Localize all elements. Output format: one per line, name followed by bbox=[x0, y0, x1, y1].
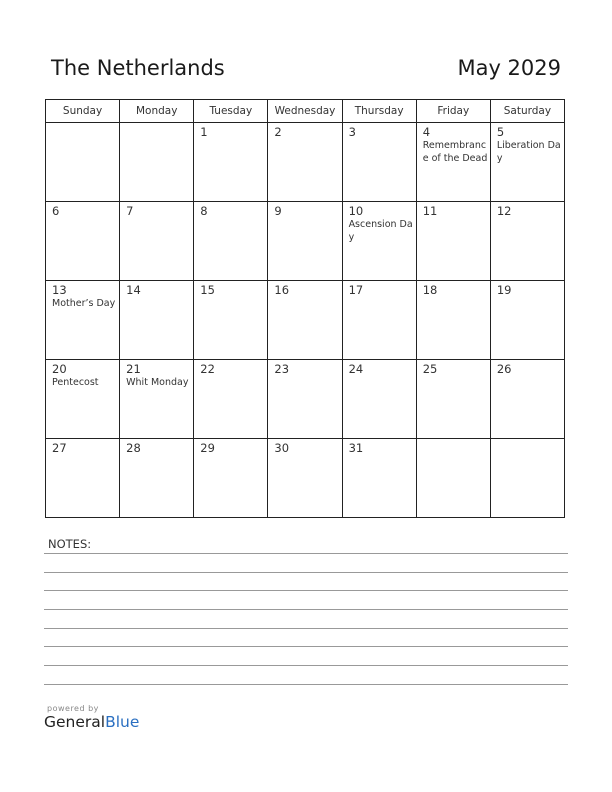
day-number: 31 bbox=[348, 441, 364, 455]
day-number: 25 bbox=[422, 362, 438, 376]
week-row bbox=[46, 202, 565, 281]
day-number: 8 bbox=[200, 204, 208, 218]
day-cell bbox=[46, 360, 120, 439]
day-number: 11 bbox=[422, 204, 438, 218]
brand-general-text: General bbox=[44, 713, 106, 731]
day-cell bbox=[268, 123, 342, 202]
holiday-label: Liberation Day bbox=[496, 140, 561, 164]
day-cell bbox=[120, 360, 194, 439]
day-number: 27 bbox=[52, 441, 67, 455]
day-number: 9 bbox=[274, 204, 282, 218]
day-number: 15 bbox=[200, 283, 215, 297]
day-cell bbox=[342, 439, 416, 518]
day-cell bbox=[342, 123, 416, 202]
day-cell bbox=[46, 439, 120, 518]
month-title: May 2029 bbox=[457, 56, 561, 80]
day-number: 21 bbox=[126, 362, 141, 376]
weekday-header: Tuesday bbox=[194, 100, 268, 123]
day-cell bbox=[342, 360, 416, 439]
note-line bbox=[44, 665, 568, 666]
day-number: 1 bbox=[200, 125, 208, 139]
note-line bbox=[44, 646, 568, 647]
holiday-label: Ascension Day bbox=[348, 219, 413, 243]
weekday-header: Friday bbox=[416, 100, 490, 123]
weekday-header: Saturday bbox=[490, 100, 564, 123]
day-number: 23 bbox=[274, 362, 290, 376]
day-cell bbox=[490, 439, 564, 518]
day-number: 16 bbox=[274, 283, 290, 297]
day-number: 17 bbox=[348, 283, 364, 297]
week-row bbox=[46, 439, 565, 518]
calendar-grid bbox=[45, 99, 565, 518]
day-cell bbox=[46, 202, 120, 281]
note-line bbox=[44, 609, 568, 610]
day-cell bbox=[46, 281, 120, 360]
day-number: 7 bbox=[126, 204, 134, 218]
holiday-label: Remembrance of the Dead bbox=[422, 140, 488, 164]
day-number: 24 bbox=[348, 362, 364, 376]
note-line bbox=[44, 684, 568, 685]
day-number: 3 bbox=[348, 125, 356, 139]
day-cell bbox=[342, 281, 416, 360]
brand-blue-text: Blue bbox=[105, 713, 140, 731]
day-number: 12 bbox=[496, 204, 512, 218]
note-line bbox=[44, 553, 568, 554]
day-cell bbox=[416, 202, 490, 281]
weekday-header: Sunday bbox=[46, 100, 120, 123]
day-cell bbox=[120, 439, 194, 518]
day-number: 29 bbox=[200, 441, 215, 455]
day-cell bbox=[416, 439, 490, 518]
day-number: 10 bbox=[348, 204, 364, 218]
weekday-header: Wednesday bbox=[268, 100, 342, 123]
weekday-header: Monday bbox=[120, 100, 194, 123]
day-cell bbox=[416, 360, 490, 439]
day-number: 2 bbox=[274, 125, 282, 139]
day-number: 22 bbox=[200, 362, 215, 376]
day-cell bbox=[194, 281, 268, 360]
day-cell bbox=[416, 123, 490, 202]
day-cell bbox=[490, 123, 564, 202]
day-cell bbox=[490, 281, 564, 360]
notes-label: NOTES: bbox=[48, 537, 92, 551]
weekday-header: Thursday bbox=[342, 100, 416, 123]
note-line bbox=[44, 590, 568, 591]
day-cell bbox=[194, 202, 268, 281]
day-cell bbox=[342, 202, 416, 281]
day-cell bbox=[416, 281, 490, 360]
day-number: 13 bbox=[52, 283, 67, 297]
day-cell bbox=[490, 360, 564, 439]
day-cell bbox=[194, 123, 268, 202]
note-line bbox=[44, 628, 568, 629]
day-cell bbox=[46, 123, 120, 202]
day-cell bbox=[194, 360, 268, 439]
day-cell bbox=[268, 360, 342, 439]
day-cell bbox=[120, 202, 194, 281]
day-cell bbox=[120, 281, 194, 360]
country-title: The Netherlands bbox=[51, 56, 225, 80]
note-line bbox=[44, 572, 568, 573]
day-cell bbox=[268, 202, 342, 281]
week-row bbox=[46, 360, 565, 439]
day-number: 14 bbox=[126, 283, 141, 297]
day-cell bbox=[490, 202, 564, 281]
powered-by-text: powered by bbox=[47, 704, 99, 713]
day-number: 28 bbox=[126, 441, 141, 455]
day-number: 19 bbox=[496, 283, 512, 297]
day-cell bbox=[268, 439, 342, 518]
day-cell bbox=[120, 123, 194, 202]
brand-logo bbox=[44, 704, 139, 731]
week-row bbox=[46, 281, 565, 360]
holiday-label: Mother’s Day bbox=[52, 298, 116, 309]
day-cell bbox=[194, 439, 268, 518]
day-number: 5 bbox=[496, 125, 505, 139]
day-number: 30 bbox=[274, 441, 290, 455]
day-number: 26 bbox=[496, 362, 512, 376]
day-cell bbox=[268, 281, 342, 360]
day-number: 18 bbox=[422, 283, 438, 297]
day-number: 4 bbox=[422, 125, 431, 139]
weekday-header-row bbox=[46, 100, 565, 123]
holiday-label: Pentecost bbox=[52, 377, 99, 388]
day-number: 20 bbox=[52, 362, 67, 376]
week-row bbox=[46, 123, 565, 202]
day-number: 6 bbox=[52, 204, 60, 218]
holiday-label: Whit Monday bbox=[126, 377, 189, 388]
